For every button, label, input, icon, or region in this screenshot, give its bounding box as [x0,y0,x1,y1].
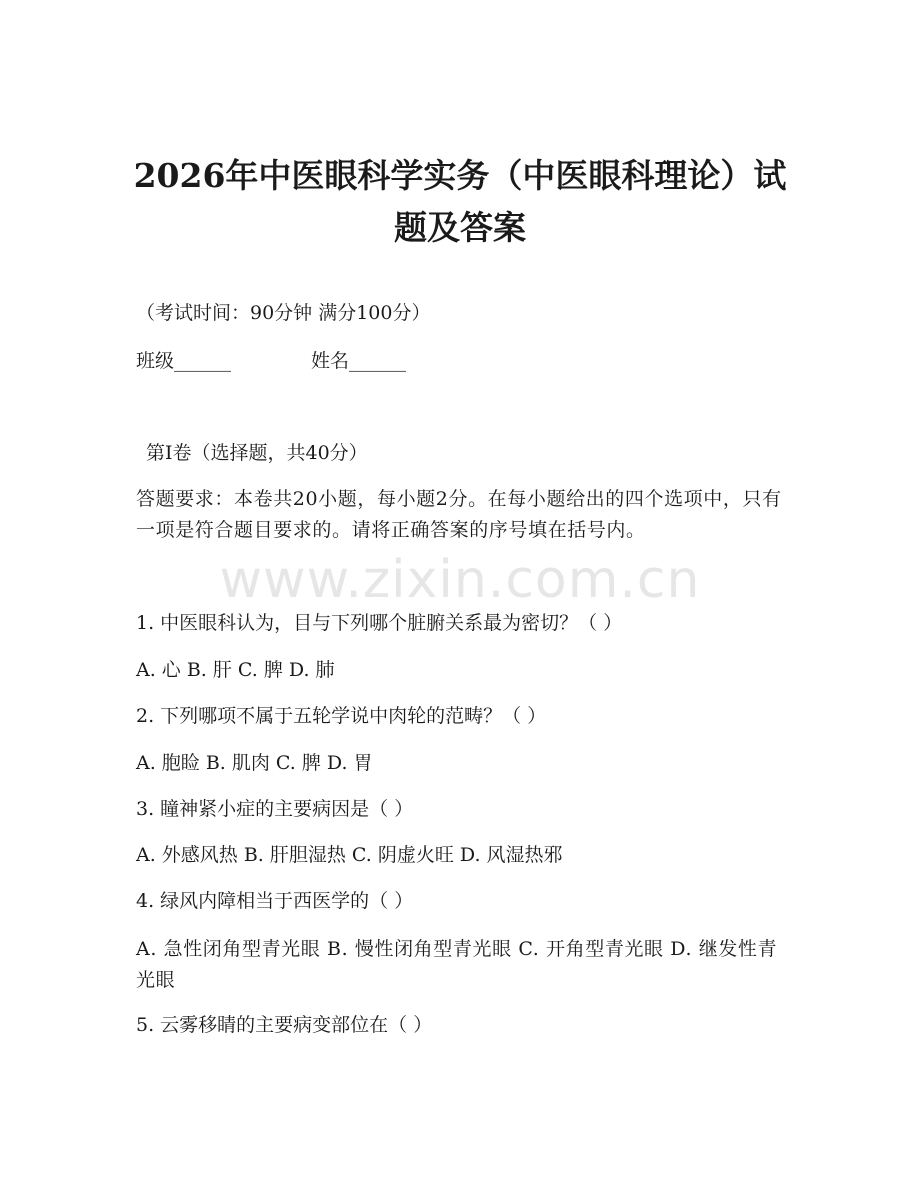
section-heading: 第Ⅰ卷（选择题，共40分） [146,442,368,464]
question-stem: 4. 绿风内障相当于西医学的（ ） [136,890,414,912]
question-options: A. 胞睑 B. 肌肉 C. 脾 D. 胃 [136,752,373,774]
question-options: A. 急性闭角型青光眼 B. 慢性闭角型青光眼 C. 开角型青光眼 D. 继发性青光眼 [136,938,778,991]
question-stem: 1. 中医眼科认为，目与下列哪个脏腑关系最为密切？（ ） [136,612,623,634]
question-options: A. 心 B. 肝 C. 脾 D. 肺 [136,659,335,681]
question-stem: 3. 瞳神紧小症的主要病因是（ ） [136,798,414,820]
student-info-row [136,347,406,375]
exam-info: （考试时间：90分钟 满分100分） [136,302,431,324]
question-stem: 5. 云雾移睛的主要病变部位在（ ） [136,1014,433,1036]
question-options: A. 外感风热 B. 肝胆湿热 C. 阴虚火旺 D. 风湿热邪 [136,844,563,866]
instructions: 答题要求：本卷共20小题，每小题2分。在每小题给出的四个选项中，只有一项是符合题目要求的。请将正确答案的序号填在括号内。 [136,488,782,541]
watermark: www.zixin.com.cn [219,550,701,610]
document-title: 2026年中医眼科学实务（中医眼科理论）试题及答案 [133,156,787,247]
name-field: 姓名______ [311,350,407,372]
question-stem: 2. 下列哪项不属于五轮学说中肉轮的范畴？（ ） [136,705,547,727]
class-field: 班级______ [136,350,232,372]
